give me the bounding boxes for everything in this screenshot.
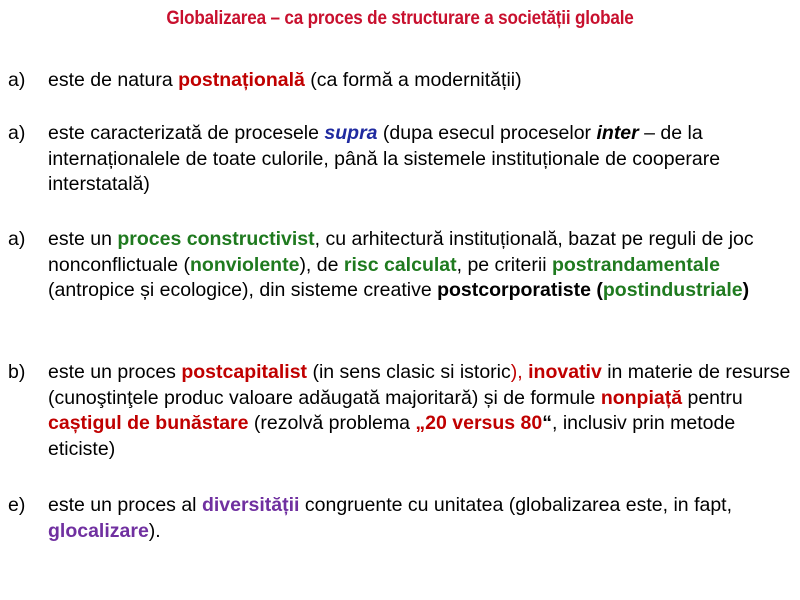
keyword-nonpiata: nonpiață [600, 386, 683, 409]
keyword-20-versus-80: „20 versus 80 [415, 412, 543, 434]
keyword-glocalizare: glocalizare [48, 519, 149, 542]
keyword-proces-constructivist: proces constructivist [117, 228, 315, 250]
list-marker: a) [8, 69, 26, 91]
list-item-supra [8, 121, 798, 198]
text-run: este un proces [48, 361, 182, 383]
keyword-nonviolente: nonviolente [190, 253, 300, 276]
keyword-inter: inter [596, 122, 639, 144]
text-run: congruente cu unitatea (globalizarea este, in fapt, [299, 494, 733, 516]
keyword-postnationala: postnațională [178, 69, 305, 91]
text-run: (rezolvă problema [248, 412, 416, 434]
text-run: – de la internaționalele de toate culorile, până la sistemele instituționale de cooperare interstatală) [48, 122, 721, 195]
text-run: , pe criterii [456, 253, 552, 276]
keyword-postcorporatiste: postcorporatiste ( [437, 279, 603, 301]
list-item-text [48, 493, 798, 544]
list-item-text [48, 68, 798, 94]
list-marker: a) [8, 122, 26, 144]
text-run: in materie de resurse (cunoştinţele produc valoare adăugată majoritară) și de formule [48, 361, 791, 409]
text-run: , inclusiv prin metode eticiste) [48, 412, 736, 460]
list-marker: a) [8, 228, 26, 250]
list-item-text [48, 360, 798, 462]
list-item-text [48, 227, 798, 304]
keyword-supra: supra [324, 122, 378, 144]
text-run: ), [510, 361, 529, 383]
text-run: ). [148, 519, 161, 542]
keyword-diversitatii: diversității [201, 494, 300, 516]
list-item-postcapitalist [8, 360, 798, 462]
keyword-inovativ: inovativ [528, 361, 602, 383]
list-marker: b) [8, 361, 26, 383]
text-run: (dupa esecul proceselor [377, 122, 597, 144]
text-run: (antropice și ecologice), din sisteme creative [48, 279, 438, 301]
text-run: , cu arhitectură instituțională, bazat pe reguli de joc nonconflictuale ( [48, 228, 754, 276]
text-run: ) [742, 279, 750, 301]
keyword-postindustriale: postindustriale [602, 279, 743, 301]
list-marker: e) [8, 494, 26, 516]
text-run: este caracterizată de procesele [48, 122, 325, 144]
text-run: ), de [299, 253, 344, 276]
slide-title: Globalizarea – ca proces de structurare a societății globale [166, 8, 634, 29]
text-run: (ca formă a modernității) [304, 69, 522, 91]
keyword-risc-calculat: risc calculat [343, 253, 457, 276]
keyword-castigul-de-bunastare: caștigul de bunăstare [48, 412, 249, 434]
text-run: este de natura [48, 69, 179, 91]
list-item-postnational [8, 68, 798, 94]
text-run: (in sens clasic si istoric [307, 361, 511, 383]
keyword-postrandamentale: postrandamentale [551, 253, 720, 276]
list-item-text [48, 121, 798, 198]
list-item-constructivist [8, 227, 798, 304]
keyword-postcapitalist: postcapitalist [181, 361, 308, 383]
list-item-diversitate [8, 493, 798, 544]
text-run: este un [48, 228, 118, 250]
text-run: este un proces al [48, 494, 202, 516]
text-run: pentru [682, 386, 743, 409]
text-run: “ [542, 412, 552, 434]
